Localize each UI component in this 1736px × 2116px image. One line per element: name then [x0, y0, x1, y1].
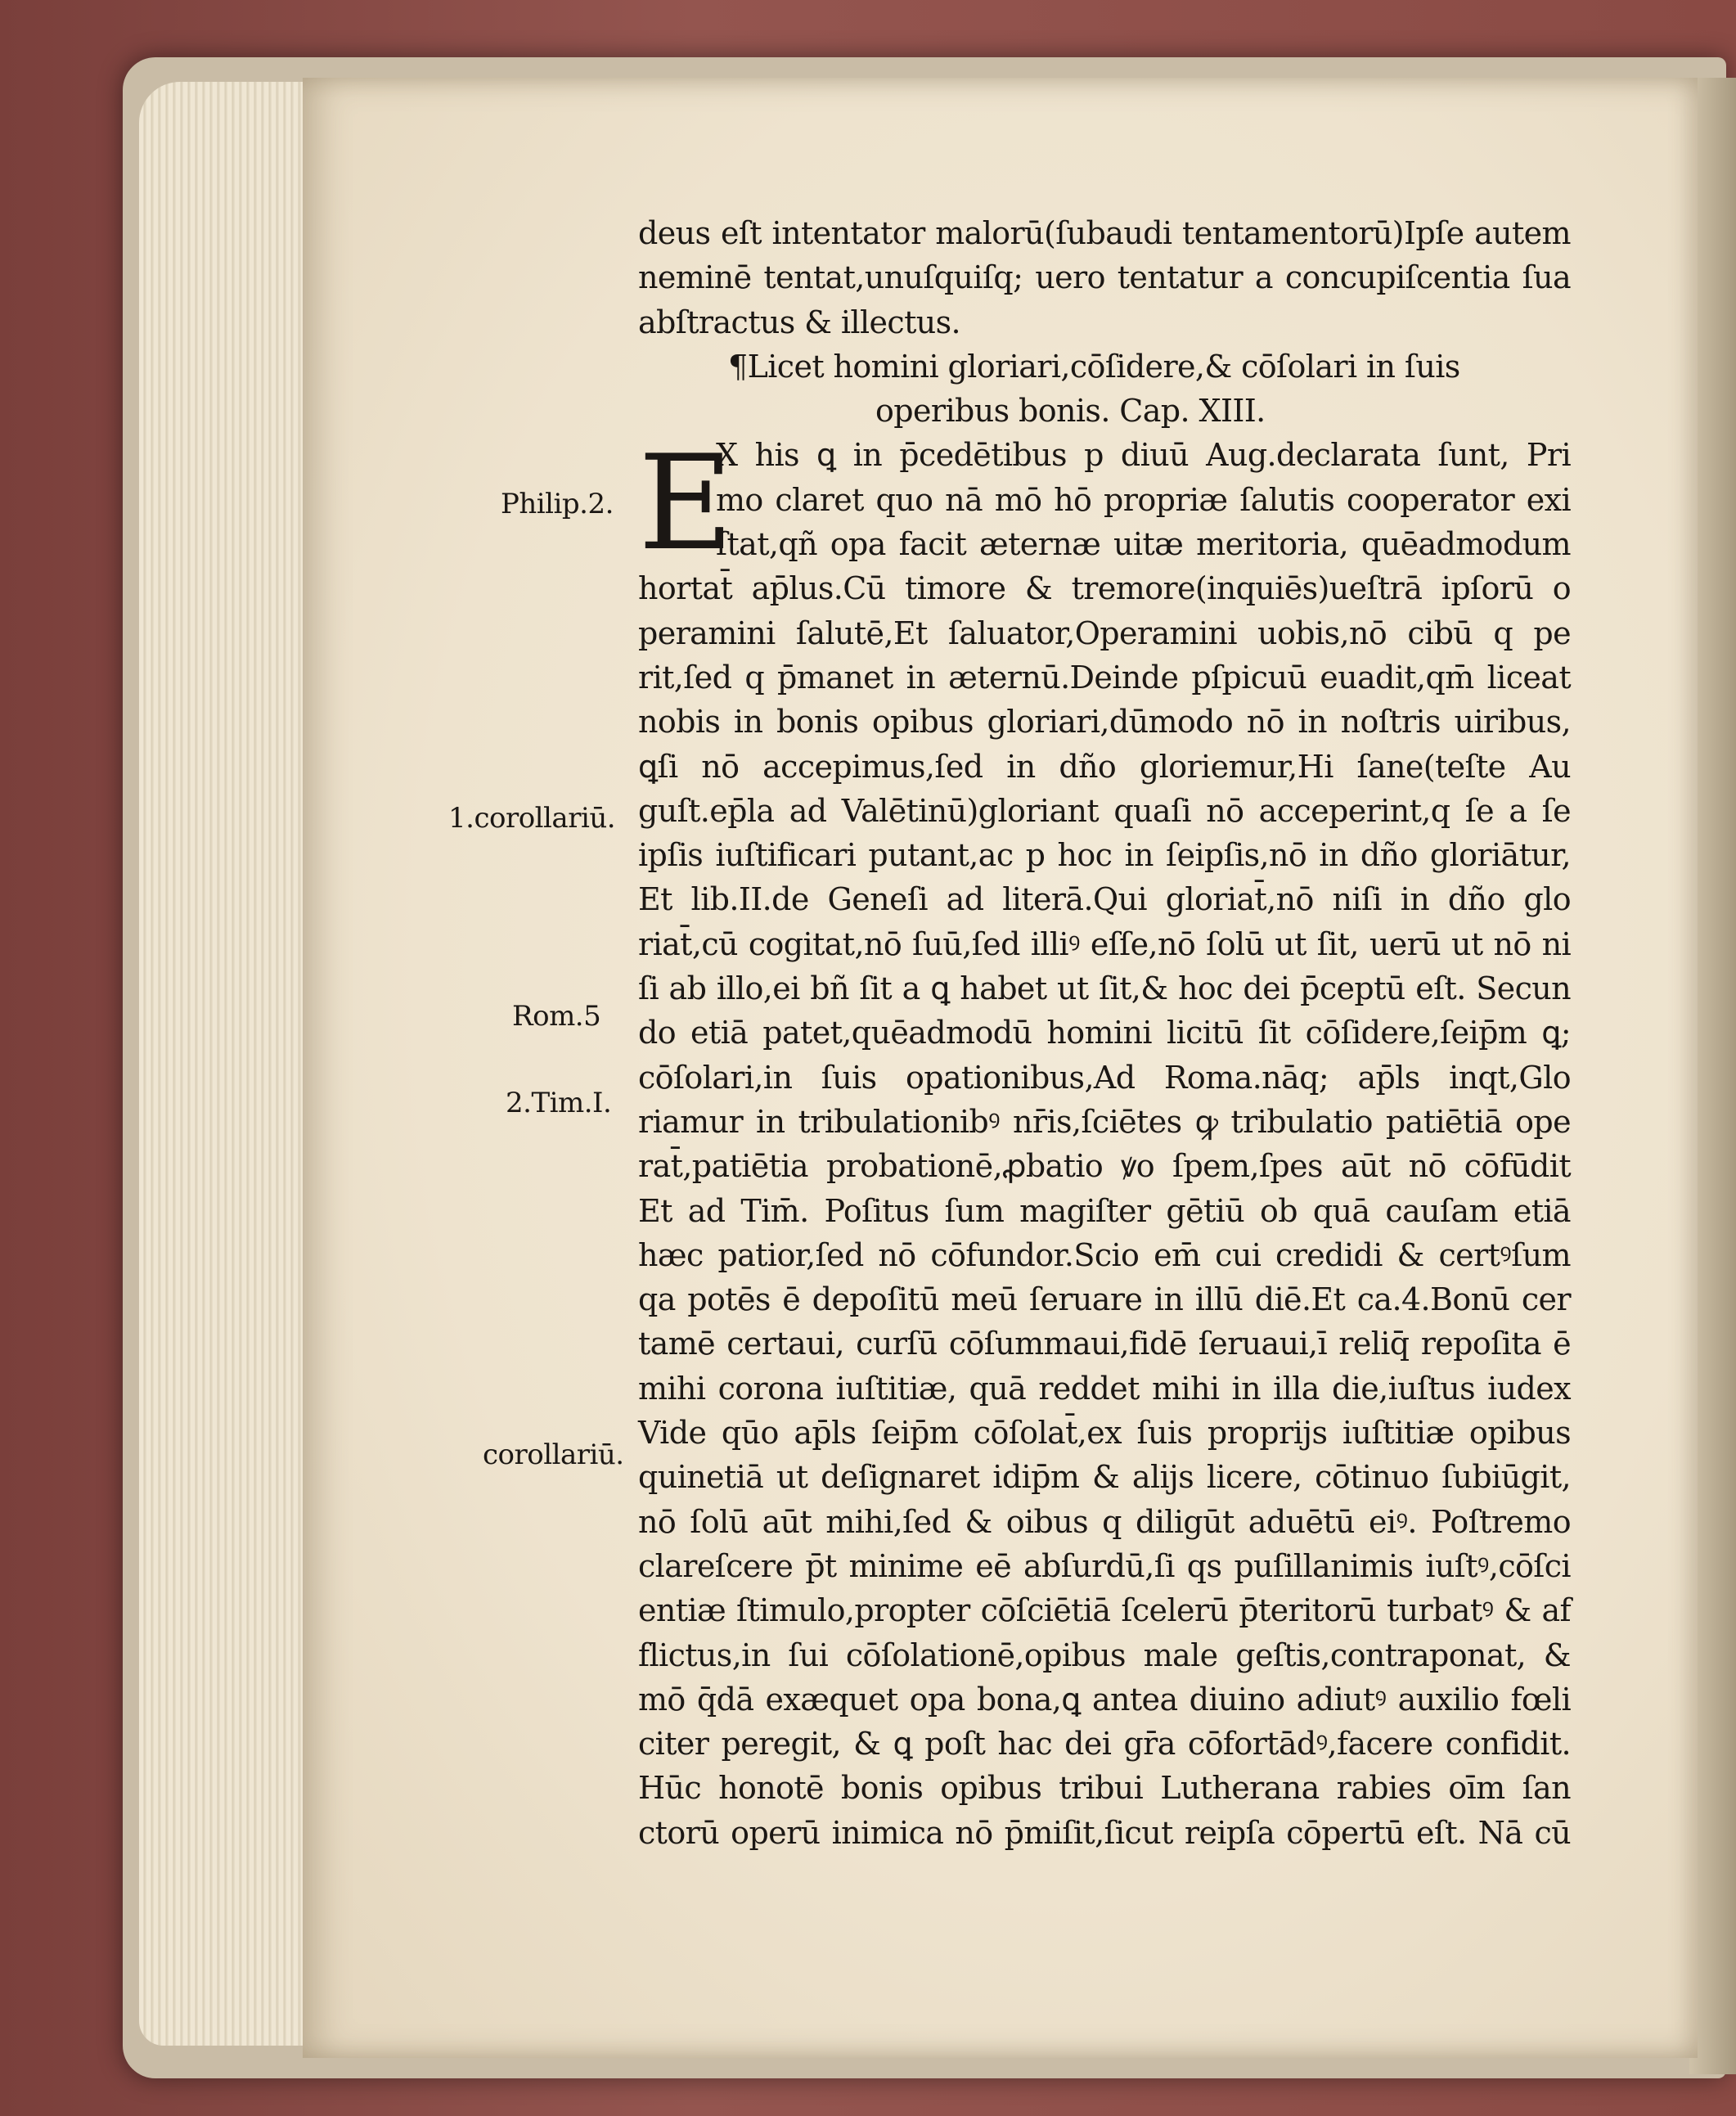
drop-cap-initial: E — [638, 426, 734, 580]
text-line: riat̄,cū cogitat,nō ſuū,ſed illiꝰ eſſe,nō ſolū ut ſit, uerū ut nō ni — [638, 925, 1571, 962]
text-line: guſt.ep̄la ad Valētinū)gloriant quaſi nō acceperint,q ſe a ſe — [638, 792, 1571, 829]
text-line: Et lib.II.de Geneſi ad literā.Qui gloriat̄,nō niſi in dño glo — [638, 881, 1571, 918]
text-line: cōſolari,in ſuis opationibus,Ad Roma.nāq; ap̄ls inqt,Glo — [638, 1059, 1571, 1096]
text-line: hortat̄ ap̄lus.Cū timore & tremore(inquiēs)ueſtrā ipſorū o — [638, 570, 1571, 607]
text-line: Vide qūo ap̄ls ſeip̄m cōſolat̄,ex ſuis proprijs iuſtitiæ opibus — [638, 1415, 1571, 1452]
initial-paragraph — [638, 426, 1571, 580]
margin-note-philip: Philip.2. — [501, 488, 614, 520]
text-line: peramini ſalutē,Et ſaluator,Operamini uobis,nō cibū q pe — [638, 615, 1571, 651]
text-line: ſtat,qñ opa facit æternæ uitæ meritoria, quēadmodum — [716, 526, 1571, 563]
text-line: Hūc honotē bonis opibus tribui Lutherana rabies oīm ſan — [638, 1770, 1571, 1807]
text-line: Et ad Tim̄. Poſitus ſum magiſter gētiū ob quā cauſam etiā — [638, 1192, 1571, 1229]
chapter-heading-line-2: operibus bonis. Cap. XIII. — [875, 393, 1266, 430]
page-edges — [139, 82, 319, 2046]
text-line: deus eſt intentator malorū(ſubaudi tentamentorū)Ipſe autem — [638, 215, 1571, 251]
text-line: rat̄,patiētia probationē,ꝓbatio ꝟo ſpem,ſpes aūt nō cōfūdit — [638, 1148, 1571, 1185]
text-line: abſtractus & illectus. — [638, 304, 961, 340]
margin-note-corollarium-2: corollariū. — [483, 1438, 624, 1471]
text-line: quinetiā ut deſignaret idip̄m & alijs licere, cōtinuo ſubiūgit, — [638, 1459, 1571, 1496]
text-line: hæc patior,ſed nō cōfundor.Scio em̄ cui credidi & certꝰſum — [638, 1236, 1571, 1273]
text-line: nobis in bonis opibus gloriari,dūmodo nō in noſtris uiribus, — [638, 704, 1571, 741]
text-line: mō q̄dā exæquet opa bona,ꝗ antea diuino adiutꝰ auxilio fœli — [638, 1681, 1571, 1718]
text-line: flictus,in ſui cōſolationē,opibus male geſtis,contraponat, & — [638, 1637, 1571, 1673]
main-text-block — [638, 211, 1571, 1855]
text-line: entiæ ſtimulo,propter cōſciētiā ſcelerū p̄teritorū turbatꝰ & af — [638, 1592, 1571, 1629]
text-line: X his ꝗ in p̄cedētibus p diuū Aug.declarata ſunt, Pri — [716, 437, 1571, 474]
text-line: mihi corona iuſtitiæ, quā reddet mihi in illa die,iuſtus iudex — [638, 1370, 1571, 1407]
text-line: clareſcere p̄t minime eē abſurdū,ſi qs puſillanimis iuſtꝰ,cōſci — [638, 1547, 1571, 1584]
text-line: qa potēs ē depoſitū meū ſeruare in illū diē.Et ca.4.Bonū cer — [638, 1281, 1571, 1318]
margin-note-tim: 2.Tim.I. — [506, 1087, 612, 1119]
text-line: ctorū operū inimica nō p̄miſit,ſicut reipſa cōpertū eſt. Nā cū — [638, 1814, 1571, 1851]
text-line: tamē certaui, curſū cōſummaui,fidē ſeruaui,ī reliq̄ repoſita ē — [638, 1326, 1571, 1362]
text-line: ipſis iuſtificari putant,ac p hoc in ſeipſis,nō in dño gloriātur, — [638, 837, 1571, 874]
text-line: mo claret quo nā mō hō propriæ ſalutis cooperator exi — [716, 481, 1571, 518]
margin-note-corollarium-1: 1.corollariū. — [448, 802, 616, 835]
margin-note-rom: Rom.5 — [512, 1000, 601, 1033]
text-line: ſi ab illo,ei bñ ſit a ꝗ habet ut ſit,& hoc dei p̄ceptū eſt. Secun — [638, 970, 1571, 1007]
text-line: rit,ſed q p̄manet in æternū.Deinde pſpicuū euadit,qm̄ liceat — [638, 659, 1571, 696]
chapter-heading-line-1: ¶Licet homini gloriari,cōſidere,& cōſolari in ſuis — [728, 348, 1460, 385]
text-line: do etiā patet,quēadmodū homini licitū ſit cōſidere,ſeip̄m ꝗ; — [638, 1015, 1571, 1051]
text-line: riamur in tribulationibꝰ nr̄is,ſciētes ꝙ tribulatio patiētiā ope — [638, 1103, 1571, 1140]
text-line: neminē tentat,unuſquiſq; uero tentatur a concupiſcentia ſua — [638, 259, 1571, 296]
text-line: ꝗſi nō accepimus,ſed in dño gloriemur,Hi ſane(teſte Au — [638, 748, 1571, 785]
text-line: nō ſolū aūt mihi,ſed & oibus q diligūt aduētū eiꝰ. Poſtremo — [638, 1503, 1571, 1540]
text-line: citer peregit, & ꝗ poſt hac dei gr̄a cōfortādꝰ,facere confidit. — [638, 1726, 1571, 1763]
